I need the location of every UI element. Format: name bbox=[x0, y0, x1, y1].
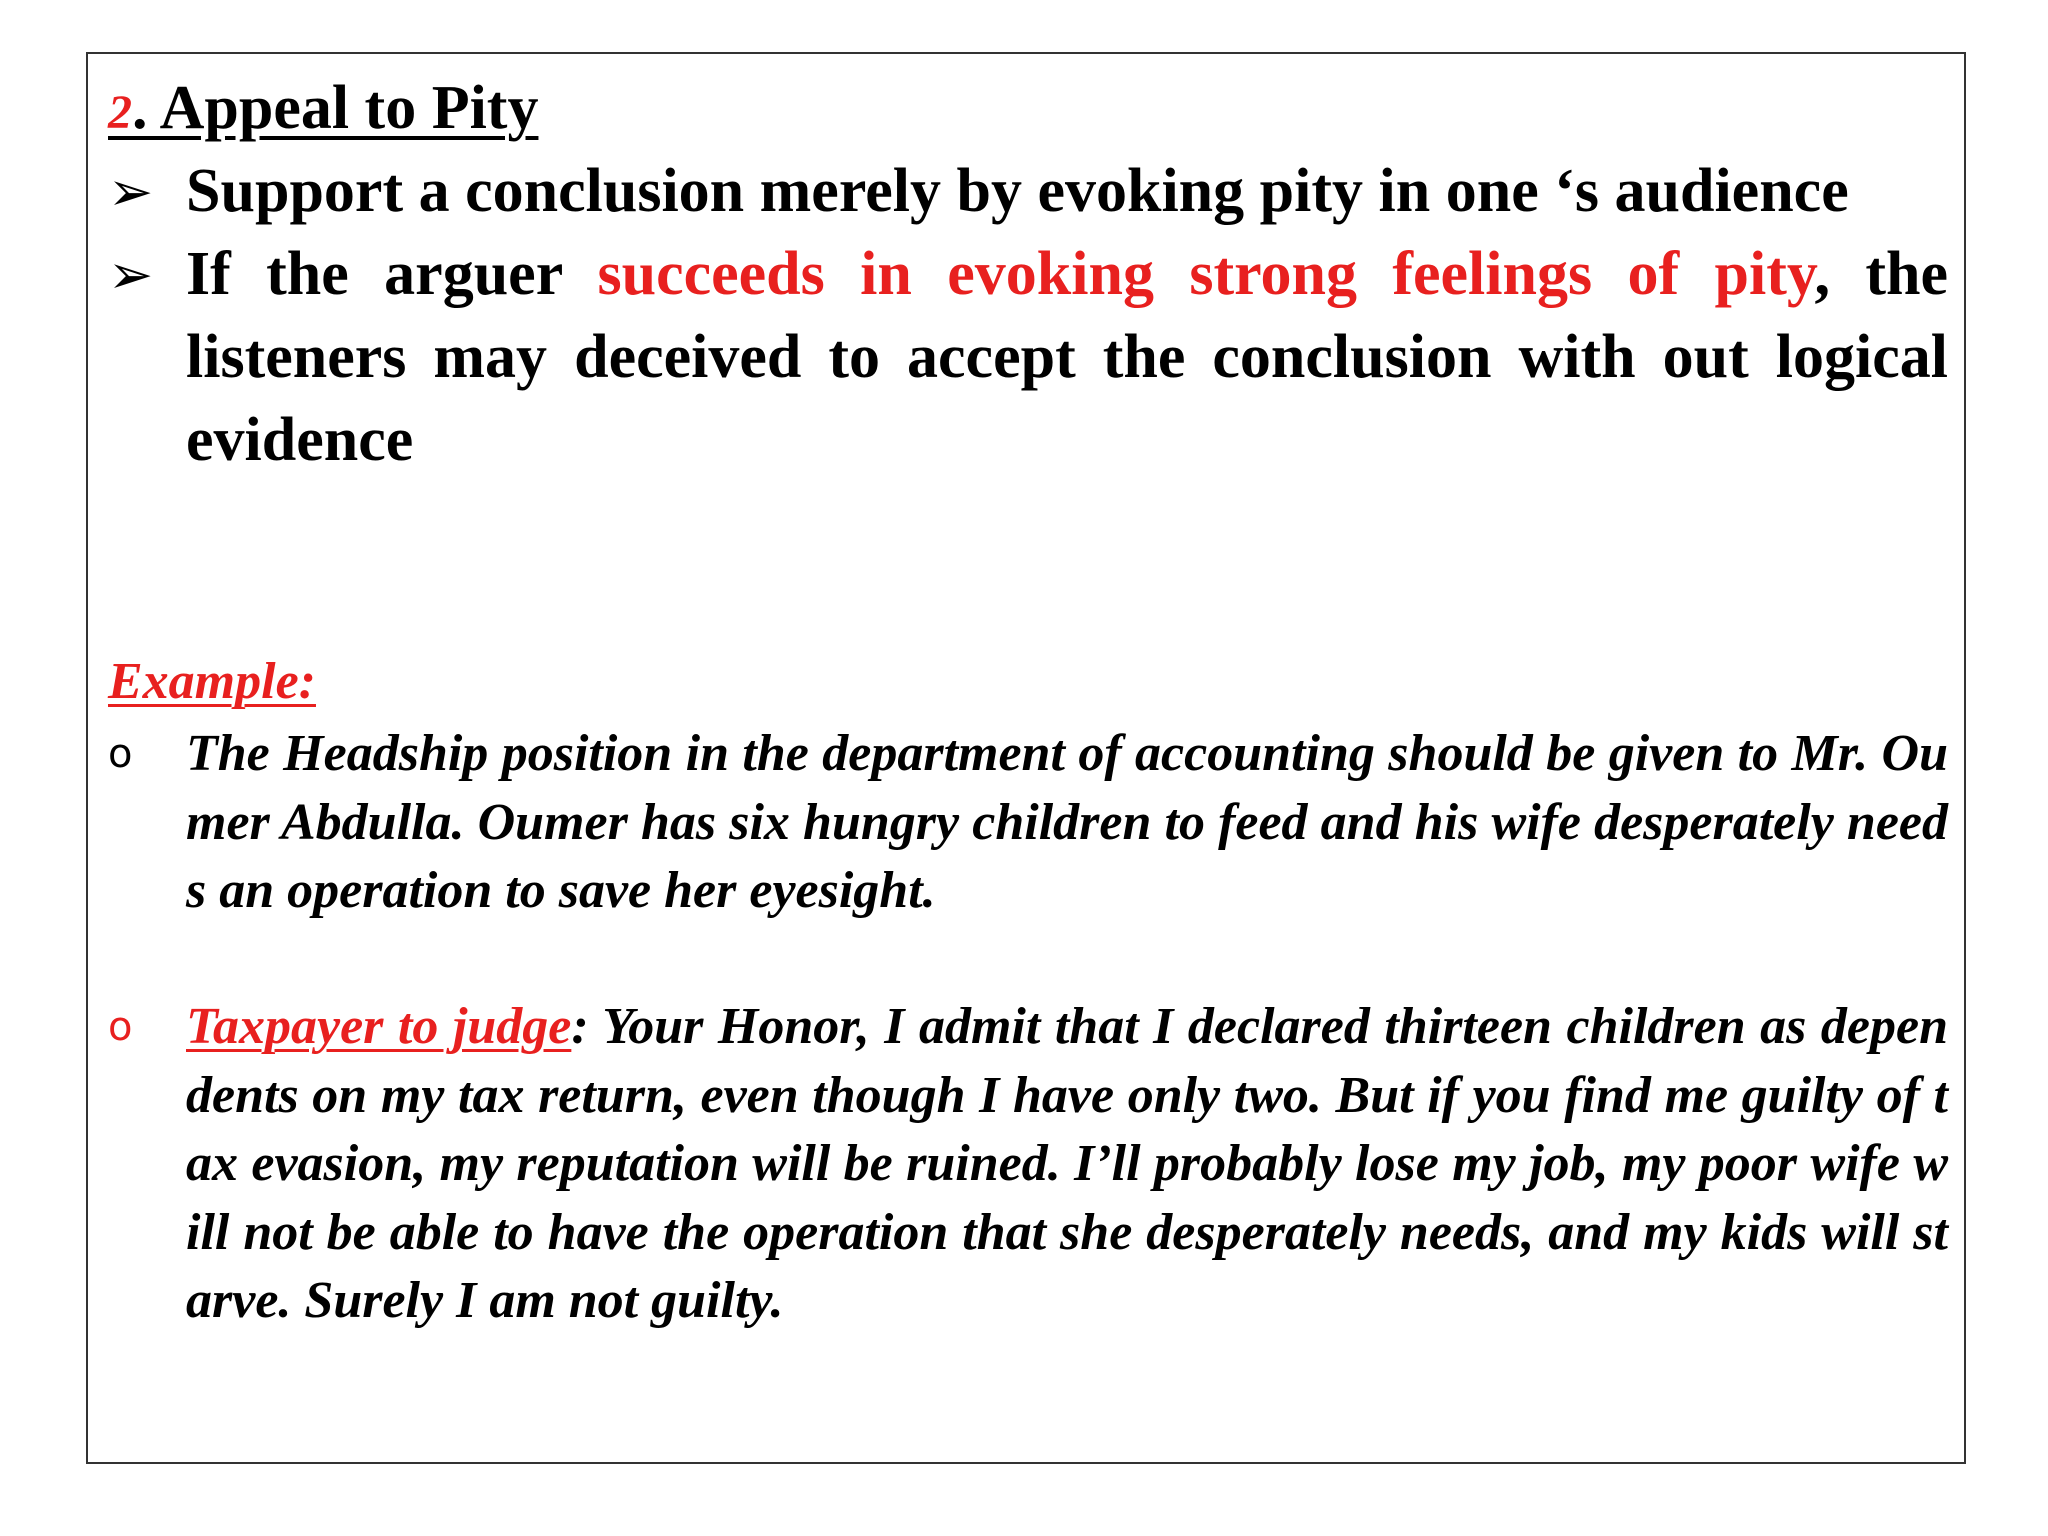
example-list-item bbox=[108, 720, 1948, 926]
example-item-2 bbox=[108, 993, 1948, 1336]
example-text bbox=[186, 720, 1948, 926]
bullet-text-before: If the arguer bbox=[186, 240, 598, 308]
example-item-1 bbox=[108, 720, 1948, 926]
bullet-item bbox=[108, 233, 1948, 482]
bullet-text-after: , the listeners may deceived to accept the conclusion with out logical evidence bbox=[186, 240, 1948, 474]
example-body: : Your Honor, I admit that I declared thirteen children as dependents on my tax return, even though I have only two. But if you find me guilty of tax evasion, my reputation will be ruined. I’ll probably lose my job, my poor wife will not be able to have the operation that she desperately needs, and my kids will starve. Surely I am not guilty. bbox=[186, 998, 1948, 1329]
bullet-text bbox=[186, 150, 1948, 233]
example-list-item bbox=[108, 993, 1948, 1336]
example-label: Example: bbox=[108, 653, 316, 710]
arrow-bullet-icon: ➢ bbox=[108, 243, 154, 306]
circle-bullet-icon: o bbox=[108, 1004, 133, 1050]
example-text bbox=[186, 993, 1948, 1336]
bullet-list bbox=[108, 150, 1948, 482]
slide-heading bbox=[108, 68, 538, 153]
arrow-bullet-icon: ➢ bbox=[108, 160, 154, 223]
bullet-text-before: Support a conclusion merely by evoking pity in one ‘s audience bbox=[186, 157, 1849, 225]
bullet-highlight: succeeds in evoking strong feelings of pity bbox=[597, 240, 1815, 308]
bullet-text bbox=[186, 233, 1948, 482]
circle-bullet-icon: o bbox=[108, 731, 133, 777]
example-lead: Taxpayer to judge bbox=[186, 998, 572, 1055]
heading-title: . Appeal to Pity bbox=[132, 74, 539, 142]
bullet-item bbox=[108, 150, 1948, 233]
heading-number: 2 bbox=[108, 86, 132, 139]
example-body: The Headship position in the department of accounting should be given to Mr. Oumer Abdulla. Oumer has six hungry children to feed and his wife desperately needs an operation to save her eyesight. bbox=[186, 725, 1948, 919]
